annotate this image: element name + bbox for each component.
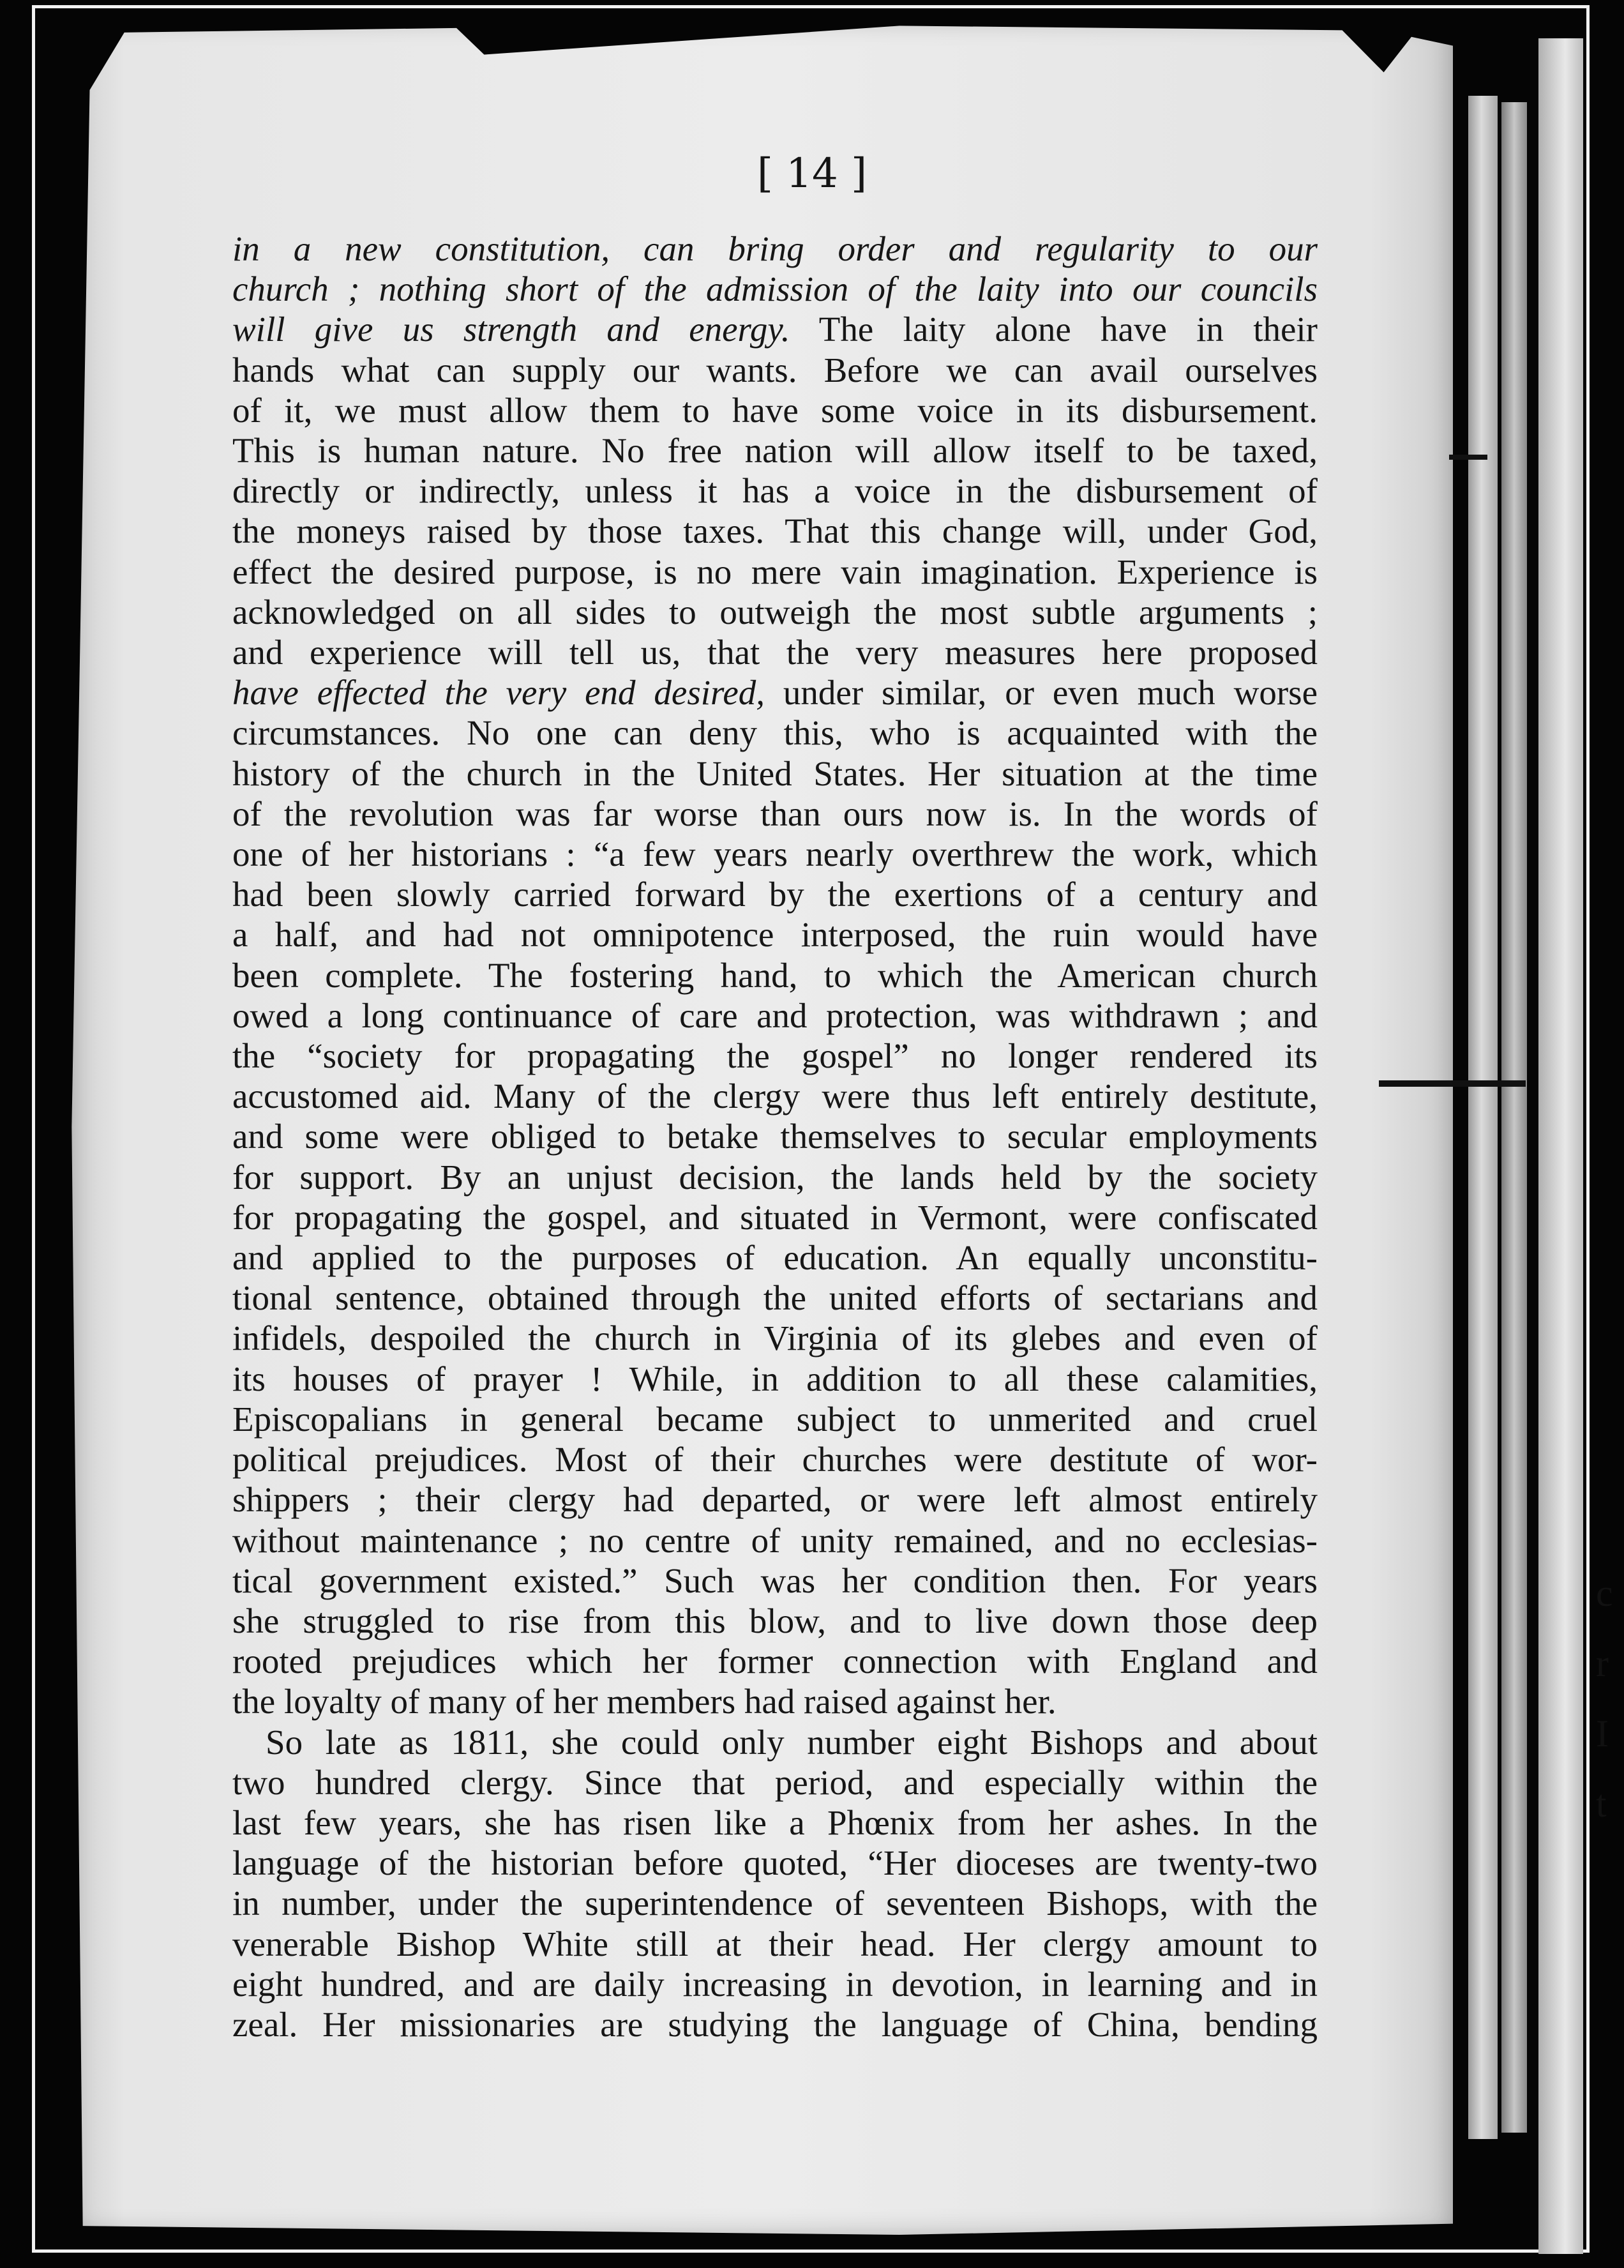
text-segment: its houses of prayer ! While, in addition to all these calamities, (232, 1359, 1318, 1398)
text-line (232, 1318, 1318, 1358)
text-segment: of the revolution was far worse than ours now is. In the words of (232, 794, 1318, 833)
text-segment: tical government existed.” Such was her condition then. For years (232, 1561, 1318, 1600)
text-segment: the loyalty of many of her members had raised against her. (232, 1682, 1056, 1721)
text-segment: the “society for propagating the gospel” no longer rendered its (232, 1036, 1318, 1076)
italic-text: have effected the very end desired, (232, 673, 765, 713)
folded-edge-shadow (1501, 102, 1527, 2133)
text-line (232, 1036, 1318, 1076)
text-segment: without maintenance ; no centre of unity remained, and no ecclesias- (232, 1520, 1318, 1560)
text-line (232, 309, 1318, 349)
text-line (232, 1479, 1318, 1520)
text-segment: hands what can supply our wants. Before we can avail ourselves (232, 350, 1318, 389)
text-segment: accustomed aid. Many of the clergy were thus left entirely destitute, (232, 1077, 1318, 1116)
text-segment: and some were obliged to betake themselves to secular employments (232, 1117, 1318, 1156)
text-line (232, 794, 1318, 834)
text-line (232, 1076, 1318, 1116)
text-segment: eight hundred, and are daily increasing in devotion, in learning and in (232, 1964, 1318, 2004)
text-line (232, 1924, 1318, 1964)
text-line (232, 229, 1318, 269)
text-segment: she struggled to rise from this blow, and to live down those deep (232, 1601, 1318, 1640)
text-segment: one of her historians : “a few years nearly overthrew the work, which (232, 835, 1318, 874)
text-segment: and applied to the purposes of education. An equally unconstitu- (232, 1238, 1318, 1278)
text-line (232, 1964, 1318, 2004)
text-segment: tional sentence, obtained through the united efforts of sectarians and (232, 1278, 1318, 1318)
text-line (232, 955, 1318, 995)
text-segment: effect the desired purpose, is no mere vain imagination. Experience is (232, 552, 1318, 591)
text-line (232, 471, 1318, 511)
text-segment: been complete. The fostering hand, to which the American church (232, 955, 1318, 995)
italic-text: will give us strength and energy. (232, 310, 790, 349)
text-segment: owed a long continuance of care and protection, was withdrawn ; and (232, 995, 1318, 1035)
text-line (232, 1439, 1318, 1479)
text-segment: circumstances. No one can deny this, who is acquainted with the (232, 713, 1318, 753)
page-tear-mark (1449, 455, 1487, 460)
text-line (232, 1762, 1318, 1803)
text-segment: venerable Bishop White still at their head. Her clergy amount to (232, 1924, 1318, 1963)
text-segment: rooted prejudices which her former connection with England and (232, 1642, 1318, 1681)
text-segment: The laity alone have in their (790, 310, 1318, 349)
text-segment: zeal. Her missionaries are studying the language of China, bending (232, 2004, 1318, 2044)
text-segment: had been slowly carried forward by the exertions of a century and (232, 875, 1318, 914)
text-segment: and experience will tell us, that the very measures here proposed (232, 633, 1318, 672)
body-text (232, 229, 1318, 2045)
text-segment: infidels, despoiled the church in Virginia of its glebes and even of (232, 1319, 1318, 1358)
text-segment: political prejudices. Most of their churches were destitute of wor- (232, 1440, 1318, 1479)
text-line (232, 713, 1318, 753)
text-line (232, 592, 1318, 632)
text-line (232, 1237, 1318, 1278)
text-segment: acknowledged on all sides to outweigh the most subtle arguments ; (232, 592, 1318, 631)
text-line (232, 430, 1318, 471)
text-line (232, 995, 1318, 1036)
text-line (232, 1843, 1318, 1883)
text-segment: two hundred clergy. Since that period, and especially within the (232, 1762, 1318, 1802)
adjacent-page-fragment: c r I t (1596, 1572, 1613, 1825)
text-line (232, 1520, 1318, 1561)
italic-text: in a new constitution, can bring order and regularity to our (232, 229, 1318, 268)
text-line (232, 1803, 1318, 1843)
text-segment: Episcopalians in general became subject to unmerited and cruel (232, 1399, 1318, 1439)
text-line (232, 1561, 1318, 1601)
text-line (232, 1197, 1318, 1237)
text-line (232, 1157, 1318, 1197)
text-segment: directly or indirectly, unless it has a voice in the disbursement of (232, 471, 1318, 511)
text-line (232, 1116, 1318, 1156)
text-segment: So late as 1811, she could only number eight Bishops and about (266, 1722, 1318, 1762)
text-line (232, 1681, 1318, 1721)
text-line (232, 552, 1318, 592)
text-line (232, 2004, 1318, 2045)
text-line (232, 753, 1318, 794)
text-segment: the moneys raised by those taxes. That this change will, under God, (232, 511, 1318, 551)
text-segment: for support. By an unjust decision, the lands held by the society (232, 1157, 1318, 1197)
text-segment: history of the church in the United States. Her situation at the time (232, 753, 1318, 793)
text-line (232, 672, 1318, 713)
text-segment: language of the historian before quoted, “Her dioceses are twenty-two (232, 1843, 1318, 1883)
text-line (232, 632, 1318, 672)
text-line (232, 834, 1318, 874)
italic-text: church ; nothing short of the admission of the laity into our councils (232, 269, 1318, 309)
text-line (232, 269, 1318, 309)
text-line (232, 1641, 1318, 1681)
text-line (232, 1399, 1318, 1439)
text-line (232, 914, 1318, 955)
text-segment: for propagating the gospel, and situated in Vermont, were confiscated (232, 1197, 1318, 1237)
text-line (232, 874, 1318, 914)
text-segment: in number, under the superintendence of seventeen Bishops, with the (232, 1884, 1318, 1923)
text-line (232, 1722, 1318, 1762)
page-number: [ 14 ] (756, 150, 868, 197)
text-segment: of it, we must allow them to have some voice in its disbursement. (232, 390, 1318, 430)
text-segment: last few years, she has risen like a Phœnix from her ashes. In the (232, 1803, 1318, 1842)
text-segment: shippers ; their clergy had departed, or were left almost entirely (232, 1480, 1318, 1520)
text-line (232, 1278, 1318, 1318)
text-line (232, 511, 1318, 551)
folded-page-edge (1468, 96, 1498, 2139)
adjacent-page-edge (1538, 38, 1583, 2254)
text-line (232, 350, 1318, 390)
text-segment: This is human nature. No free nation will allow itself to be taxed, (232, 431, 1318, 471)
page-tear-mark (1379, 1080, 1526, 1087)
text-line (232, 1883, 1318, 1923)
text-line (232, 1601, 1318, 1641)
text-line (232, 1359, 1318, 1399)
text-segment: under similar, or even much worse (765, 673, 1318, 713)
text-segment: a half, and had not omnipotence interposed, the ruin would have (232, 915, 1318, 955)
text-line (232, 390, 1318, 430)
